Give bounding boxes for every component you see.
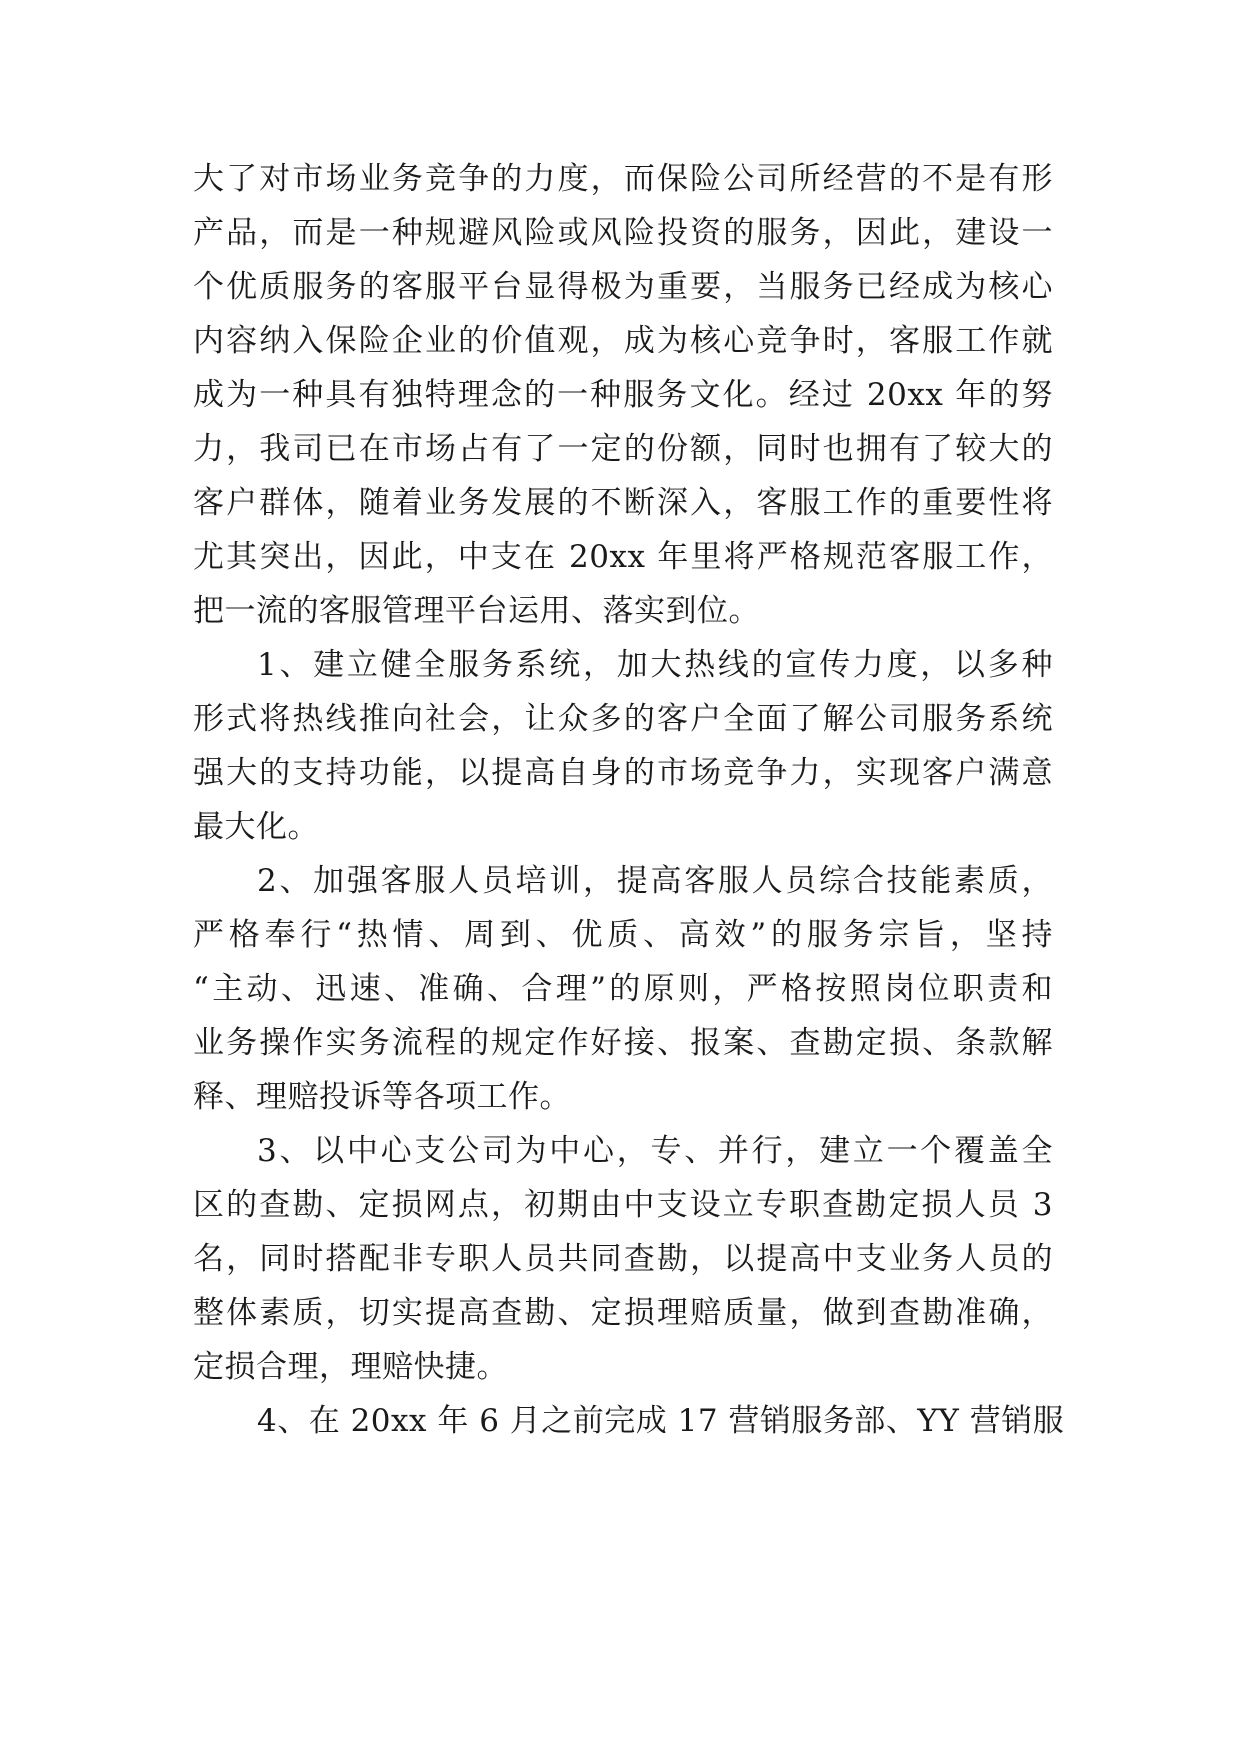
text-line: 大了对市场业务竞争的力度，而保险公司所经营的不是有形: [193, 161, 1053, 197]
text-line: 1、建立健全服务系统，加大热线的宣传力度，以多种: [257, 647, 1053, 683]
text-line: 4、在 20xx 年 6 月之前完成 17 营销服务部、YY 营销服: [257, 1403, 1065, 1439]
text-line: 业务操作实务流程的规定作好接、报案、查勘定损、条款解: [193, 1025, 1053, 1061]
text-line: 把一流的客服管理平台运用、落实到位。: [193, 593, 760, 629]
text-line: 产品，而是一种规避风险或风险投资的服务，因此，建设一: [193, 215, 1053, 251]
text-line: 定损合理，理赔快捷。: [193, 1349, 508, 1385]
text-line: 释、理赔投诉等各项工作。: [193, 1079, 571, 1115]
text-line: 名，同时搭配非专职人员共同查勘，以提高中支业务人员的: [193, 1241, 1053, 1277]
text-line: 最大化。: [193, 809, 319, 845]
text-line: 个优质服务的客服平台显得极为重要，当服务已经成为核心: [193, 269, 1053, 305]
text-line: 2、加强客服人员培训，提高客服人员综合技能素质，: [257, 863, 1053, 899]
text-line: 区的查勘、定损网点，初期由中支设立专职查勘定损人员 3: [193, 1187, 1053, 1223]
text-line: 形式将热线推向社会，让众多的客户全面了解公司服务系统: [193, 701, 1053, 737]
text-line: 3、以中心支公司为中心，专、并行，建立一个覆盖全: [257, 1133, 1053, 1169]
text-line: 内容纳入保险企业的价值观，成为核心竞争时，客服工作就: [193, 323, 1053, 359]
text-line: 成为一种具有独特理念的一种服务文化。经过 20xx 年的努: [193, 377, 1053, 413]
text-line: 严格奉行“热情、周到、优质、高效”的服务宗旨，坚持: [193, 917, 1053, 953]
text-line: 客户群体，随着业务发展的不断深入，客服工作的重要性将: [193, 485, 1053, 521]
text-line: 力，我司已在市场占有了一定的份额，同时也拥有了较大的: [193, 431, 1053, 467]
text-line: 强大的支持功能，以提高自身的市场竞争力，实现客户满意: [193, 755, 1053, 791]
text-line: 尤其突出，因此，中支在 20xx 年里将严格规范客服工作，: [193, 539, 1053, 575]
text-line: “主动、迅速、准确、合理”的原则，严格按照岗位职责和: [193, 971, 1053, 1007]
text-line: 整体素质，切实提高查勘、定损理赔质量，做到查勘准确，: [193, 1295, 1053, 1331]
